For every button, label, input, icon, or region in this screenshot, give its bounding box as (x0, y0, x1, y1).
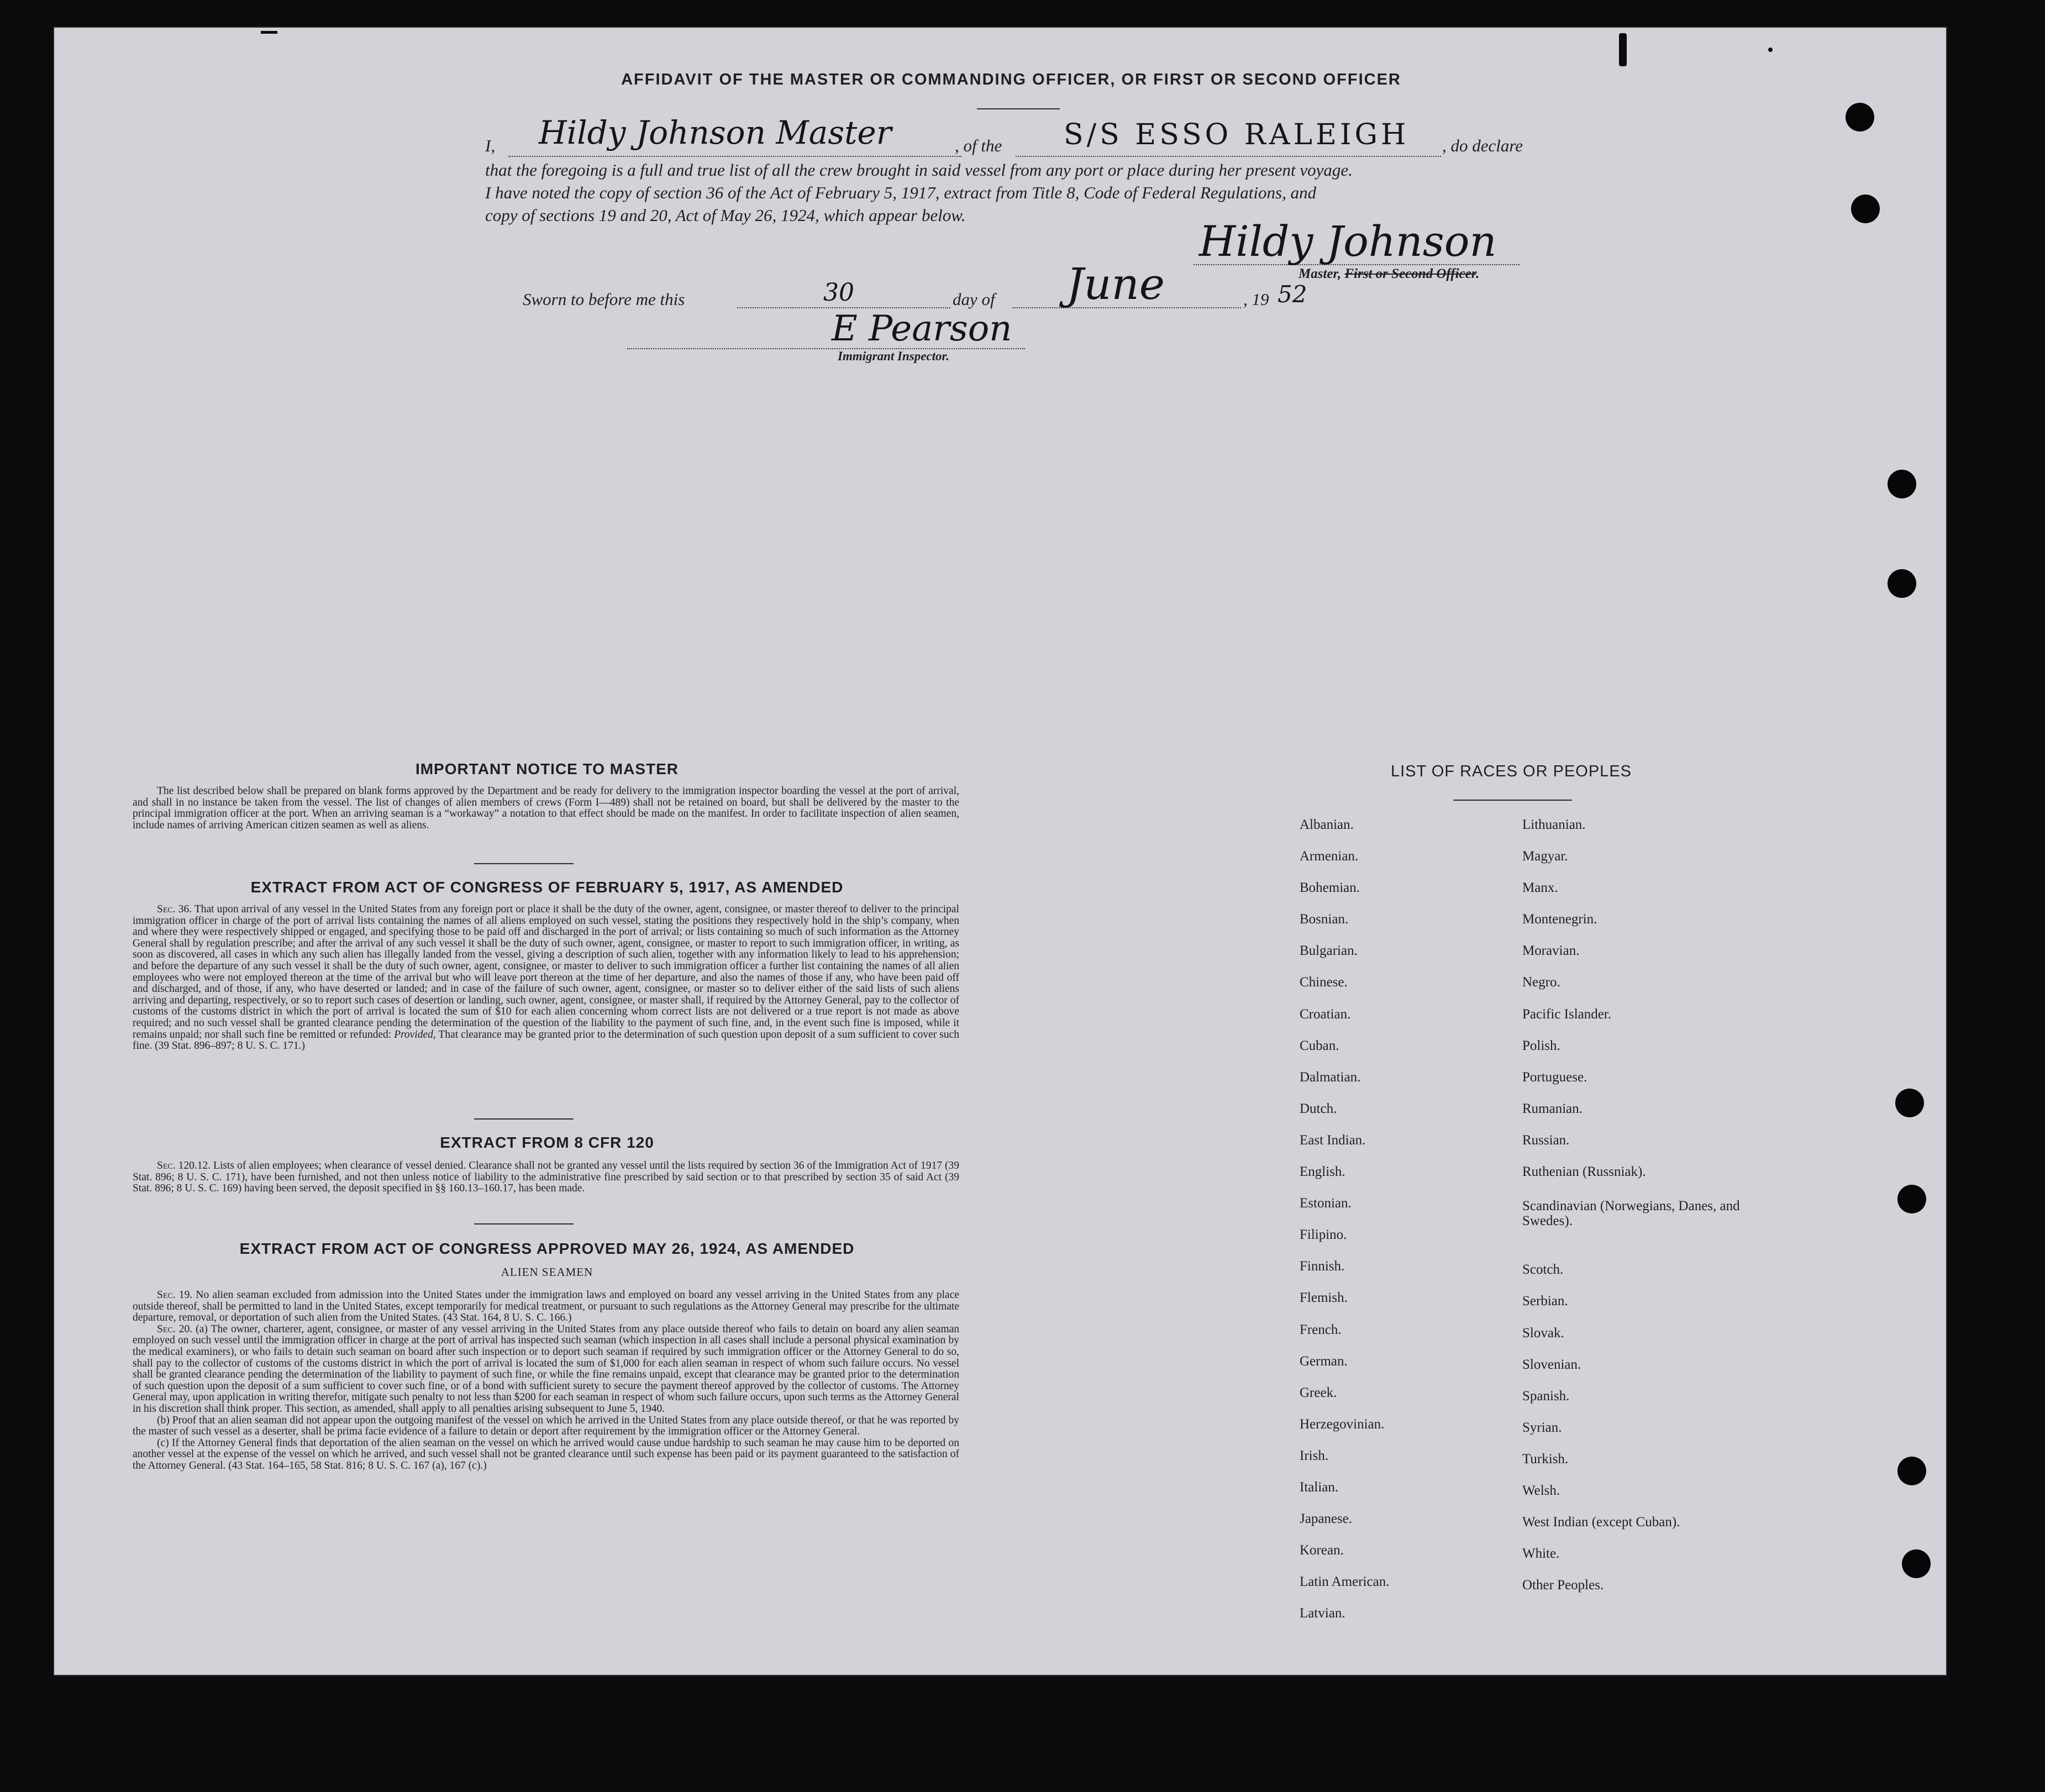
race-left-item-12: Estonian. (1300, 1196, 1352, 1211)
sec-20b-text: (b) Proof that an alien seaman did not appear upon the outgoing manifest of the vessel on which he arrived in the United States from any place outside thereof, or that he was reported by the master of such vessel as a deserter, shall be prima facie evidence of a failure to detain or deport after requirement by the immigration officer or the Attorney General. (133, 1414, 959, 1438)
sec-36-text-end: That clearance may be granted prior to the determination of such question upon deposit of a sum sufficient to cover such fine. (39 Stat. 896–897; 8 U. S. C. 171.) (133, 1028, 959, 1052)
race-right-item-12: Scandinavian (Norwegians, Danes, and Swedes). (1522, 1199, 1740, 1229)
extract-cfr-text (133, 1160, 959, 1195)
punch-hole (1897, 1457, 1926, 1485)
sec-36-text: That upon arrival of any vessel in the United States from any foreign port or place it shall be the duty of the owner, agent, consignee, or master thereof to deliver to the principal immigration officer in charge of the port of arrival lists containing the names of all aliens employed on such vessel, stating the positions they respectively hold in the ship’s company, when and where they were respectively shipped or engaged, and specifying those to be paid off and discharged in the port of arrival; or lists containing so much of such information as the Attorney General shall by regulation prescribe; and after the arrival of any such vessel it shall be the duty of such owner, agent, consignee, or master to report to such immigration officer, in writing, as soon as discovered, all cases in which any such alien has illegally landed from the vessel, giving a description of such alien, together with any information likely to lead to his apprehension; and before the departure of any such vessel it shall be the duty of such owner, agent, consignee, or master to deliver to such immigration officer a further list containing the names of all alien employees who were not employed thereon at the time of the arrival but who will leave port thereon at the time of her departure, and also the names of those if any, who have been paid off and discharged, and of those, if any, who have deserted or landed; and in case of the failure of such owner, agent, consignee, or master so to deliver either of the said lists of such aliens arriving and departing, respectively, or so to report such cases of desertion or landing, such owner, agent, consignee, or master shall, if required by the Attorney General, pay to the collector of customs of the customs district in which the port of arrival is located the sum of $10 for each alien concerning whom correct lists are not delivered or a true report is not made as above required; and no such vessel shall be granted clearance pending the determination of the question of the liability to the payment of such fine, and, in the event such fine is imposed, while it remains unpaid; nor shall such fine be remitted or refunded: (133, 903, 959, 1040)
sec-36-label: Sec. 36. (157, 903, 192, 915)
provided-word: Provided, (394, 1028, 436, 1040)
race-left-item-9: Dutch. (1300, 1101, 1337, 1116)
sworn-year: 52 (1278, 281, 1307, 308)
race-left-item-24: Latin American. (1300, 1574, 1390, 1590)
race-right-item-6: Pacific Islander. (1522, 1006, 1612, 1022)
affidavit-title: AFFIDAVIT OF THE MASTER OR COMMANDING OFFICER, OR FIRST OR SECOND OFFICER (621, 71, 1401, 88)
sec-19-label: Sec. 19. (157, 1289, 193, 1301)
race-right-item-11: Ruthenian (Russniak). (1522, 1164, 1646, 1180)
caption-end: . (1476, 266, 1480, 281)
punch-hole (1888, 470, 1916, 498)
master-signature: Hildy Johnson (1199, 217, 1497, 266)
scan-speck (1619, 33, 1627, 66)
race-left-item-25: Latvian. (1300, 1606, 1345, 1621)
race-left-item-22: Japanese. (1300, 1511, 1353, 1527)
race-left-item-10: East Indian. (1300, 1132, 1366, 1148)
race-left-item-2: Bohemian. (1300, 880, 1360, 896)
race-right-item-22: West Indian (except Cuban). (1522, 1515, 1680, 1530)
alien-seamen-subtitle: ALIEN SEAMEN (501, 1265, 593, 1279)
race-right-item-0: Lithuanian. (1522, 817, 1586, 832)
race-left-item-15: Flemish. (1300, 1290, 1348, 1306)
sec-20c-text: (c) If the Attorney General finds that deportation of the alien seaman on the vessel on which he arrived would cause undue hardship to such seaman he may cause him to be deported on another vessel at the expense of the vessel on which he arrived, and such vessel shall not be granted clearance until such expense has been paid or its payment guaranteed to the satisfaction of the Attorney General. (43 Stat. 164–165, 58 Stat. 816; 8 U. S. C. 167 (a), 167 (c).) (133, 1437, 959, 1472)
inspector-caption: Immigrant Inspector. (838, 349, 949, 363)
race-right-item-23: White. (1522, 1546, 1560, 1562)
extract-1924-title: EXTRACT FROM ACT OF CONGRESS APPROVED MAY 26, 1924, AS AMENDED (239, 1240, 855, 1257)
race-right-item-4: Moravian. (1522, 943, 1580, 959)
day-of-label: day of (953, 290, 995, 309)
race-right-item-20: Turkish. (1522, 1451, 1569, 1467)
races-right-column (1522, 817, 1743, 1609)
vessel-name: S/S ESSO RALEIGH (1064, 118, 1410, 151)
punch-hole (1846, 103, 1874, 132)
i-label: I, (485, 136, 496, 155)
races-left-column (1300, 817, 1499, 1637)
race-right-item-16: Slovak. (1522, 1325, 1564, 1341)
races-title: LIST OF RACES OR PEOPLES (1390, 763, 1632, 780)
race-right-item-21: Welsh. (1522, 1483, 1560, 1498)
year-prefix: , 19 (1243, 290, 1269, 309)
punch-hole (1897, 1185, 1926, 1213)
affidavit-body-line-3: copy of sections 19 and 20, Act of May 26, 1924, which appear below. (485, 206, 966, 225)
race-left-item-11: English. (1300, 1164, 1345, 1180)
race-left-item-0: Albanian. (1300, 817, 1354, 832)
race-right-item-18: Spanish. (1522, 1388, 1570, 1404)
of-the-label: , of the (955, 136, 1002, 155)
sec-20-label: Sec. 20. (157, 1323, 193, 1335)
scan-speck (1768, 48, 1773, 52)
race-right-item-14: Scotch. (1522, 1262, 1564, 1278)
affidavit-body-line-1: that the foregoing is a full and true list of all the crew brought in said vessel from any port or place during her present voyage. (485, 160, 1353, 180)
race-left-item-18: Greek. (1300, 1385, 1337, 1400)
race-left-item-19: Herzegovinian. (1300, 1416, 1385, 1432)
race-left-item-3: Bosnian. (1300, 912, 1349, 927)
punch-hole (1851, 195, 1880, 223)
race-right-item-10: Russian. (1522, 1132, 1570, 1148)
race-right-item-3: Montenegrin. (1522, 912, 1597, 927)
race-left-item-8: Dalmatian. (1300, 1069, 1361, 1085)
master-name-line (508, 156, 961, 157)
notice-text (133, 786, 959, 831)
races-title-underline (1453, 800, 1572, 801)
do-declare-label: , do declare (1442, 136, 1523, 155)
punch-hole (1888, 569, 1916, 598)
race-right-item-5: Negro. (1522, 975, 1560, 990)
scan-speck (261, 31, 277, 34)
race-right-item-17: Slovenian. (1522, 1357, 1581, 1372)
divider (474, 863, 574, 864)
divider (474, 1223, 574, 1225)
race-right-item-15: Serbian. (1522, 1294, 1568, 1309)
race-right-item-1: Magyar. (1522, 849, 1568, 864)
race-left-item-20: Irish. (1300, 1448, 1329, 1463)
extract-1917-text (133, 904, 959, 1052)
punch-hole (1902, 1549, 1931, 1578)
race-left-item-16: French. (1300, 1322, 1342, 1337)
title-underline (977, 108, 1060, 109)
race-left-item-6: Croatian. (1300, 1006, 1351, 1022)
race-left-item-14: Finnish. (1300, 1259, 1345, 1274)
race-right-item-7: Polish. (1522, 1038, 1560, 1053)
notice-paragraph: The list described below shall be prepared on blank forms approved by the Department and be ready for delivery to the immigration inspector boarding the vessel at the port of arrival, and shall in no instance be taken from the vessel. The list of changes of alien members of crews (Form I—489) shall not be retained on board, but shall be delivered by the master to the principal immigration officer at the port. When an arriving seaman is a “workaway” a notation to that effect should be made on the manifest. In order to facilitate inspection of alien seamen, include names of arriving American citizen seamen as well as aliens. (133, 785, 959, 831)
affidavit-body-line-2: I have noted the copy of section 36 of the Act of February 5, 1917, extract from Title 8, Code of Federal Regulations, and (485, 183, 1317, 202)
caption-struck-officer: First or Second Officer (1344, 266, 1476, 281)
race-left-item-17: German. (1300, 1353, 1348, 1369)
race-left-item-23: Korean. (1300, 1543, 1344, 1558)
caption-master: Master, (1299, 266, 1342, 281)
race-left-item-1: Armenian. (1300, 849, 1359, 864)
sec-120-12-label: Sec. 120.12. (157, 1160, 211, 1171)
sec-20a-text: (a) The owner, charterer, agent, consignee, or master of any vessel arriving in the United States from any place outside thereof who fails to detain on board any alien seaman employed on such vessel until the immigration officer in charge at the port of arrival has inspected such seaman (which inspection in all cases shall include a personal physical examination by the medical examiners), or who fails to detain such seaman on board after such inspection or to deport such seaman if required by such immigration officer or the Attorney General to do so, shall pay to the collector of customs of the customs district in which the port of arrival is located the sum of $1,000 for each alien seaman in respect of whom such failure occurs. No vessel shall be granted clearance pending the determination of the liability to payment of such fine, or while the fine remains unpaid, except that clearance may be granted prior to the determination of such question upon the deposit of a sum sufficient to cover such fine, or of a bond with sufficient surety to secure the payment thereof approved by the collector of customs. The Attorney General may, upon application in writing therefor, mitigate such penalty to not less than $200 for each seaman in respect of whom such failure occurs, upon such terms as the Attorney General in his discretion shall think proper. This section, as amended, shall apply to all penalties arising subsequent to June 5, 1940. (133, 1323, 960, 1415)
extract-cfr-title: EXTRACT FROM 8 CFR 120 (440, 1134, 654, 1151)
race-left-item-13: Filipino. (1300, 1227, 1347, 1243)
race-right-item-19: Syrian. (1522, 1420, 1562, 1435)
race-left-item-4: Bulgarian. (1300, 943, 1358, 959)
punch-hole (1895, 1089, 1924, 1117)
extract-1917-title: EXTRACT FROM ACT OF CONGRESS OF FEBRUARY 5, 1917, AS AMENDED (250, 879, 844, 896)
inspector-signature: E Pearson (832, 308, 1012, 349)
notice-title: IMPORTANT NOTICE TO MASTER (415, 760, 679, 777)
master-name: Hildy Johnson Master (539, 114, 892, 151)
race-left-item-7: Cuban. (1300, 1038, 1339, 1053)
race-left-item-5: Chinese. (1300, 975, 1348, 990)
race-right-item-2: Manx. (1522, 880, 1558, 896)
race-right-item-24: Other Peoples. (1522, 1578, 1604, 1593)
vessel-line (1016, 156, 1441, 157)
sec-19-text: No alien seaman excluded from admission into the United States under the immigration laws and employed on board any vessel arriving in the United States from any place outside thereof, shall be permitted to land in the United States, except temporarily for medical treatment, or pursuant to such regulations as the Attorney General may prescribe for the ultimate departure, removal, or deportation of such alien from the United States. (43 Stat. 164, 8 U. S. C. 166.) (133, 1289, 960, 1324)
race-right-item-13 (1522, 1230, 1743, 1262)
race-left-item-21: Italian. (1300, 1479, 1339, 1495)
race-right-item-8: Portuguese. (1522, 1069, 1587, 1085)
race-right-item-9: Rumanian. (1522, 1101, 1583, 1116)
sec-120-12-text: Lists of alien employees; when clearance of vessel denied. Clearance shall not be granted any vessel until the lists required by section 36 of the Immigration Act of 1917 (39 Stat. 896; 8 U. S. C. 171), have been furnished, and not then unless notice of liability to the administrative fine prescribed by said section or to that prescribed by section 35 of said Act (39 Stat. 896; 8 U. S. C. 169) having been served, the deposit specified in §§ 160.13–160.17, has been made. (133, 1160, 959, 1195)
sworn-day: 30 (823, 278, 854, 307)
sworn-label: Sworn to before me this (523, 290, 685, 309)
extract-1924-text (133, 1290, 959, 1472)
signature-caption (1299, 266, 1479, 282)
divider (474, 1118, 574, 1120)
sworn-month: June (1066, 260, 1165, 309)
